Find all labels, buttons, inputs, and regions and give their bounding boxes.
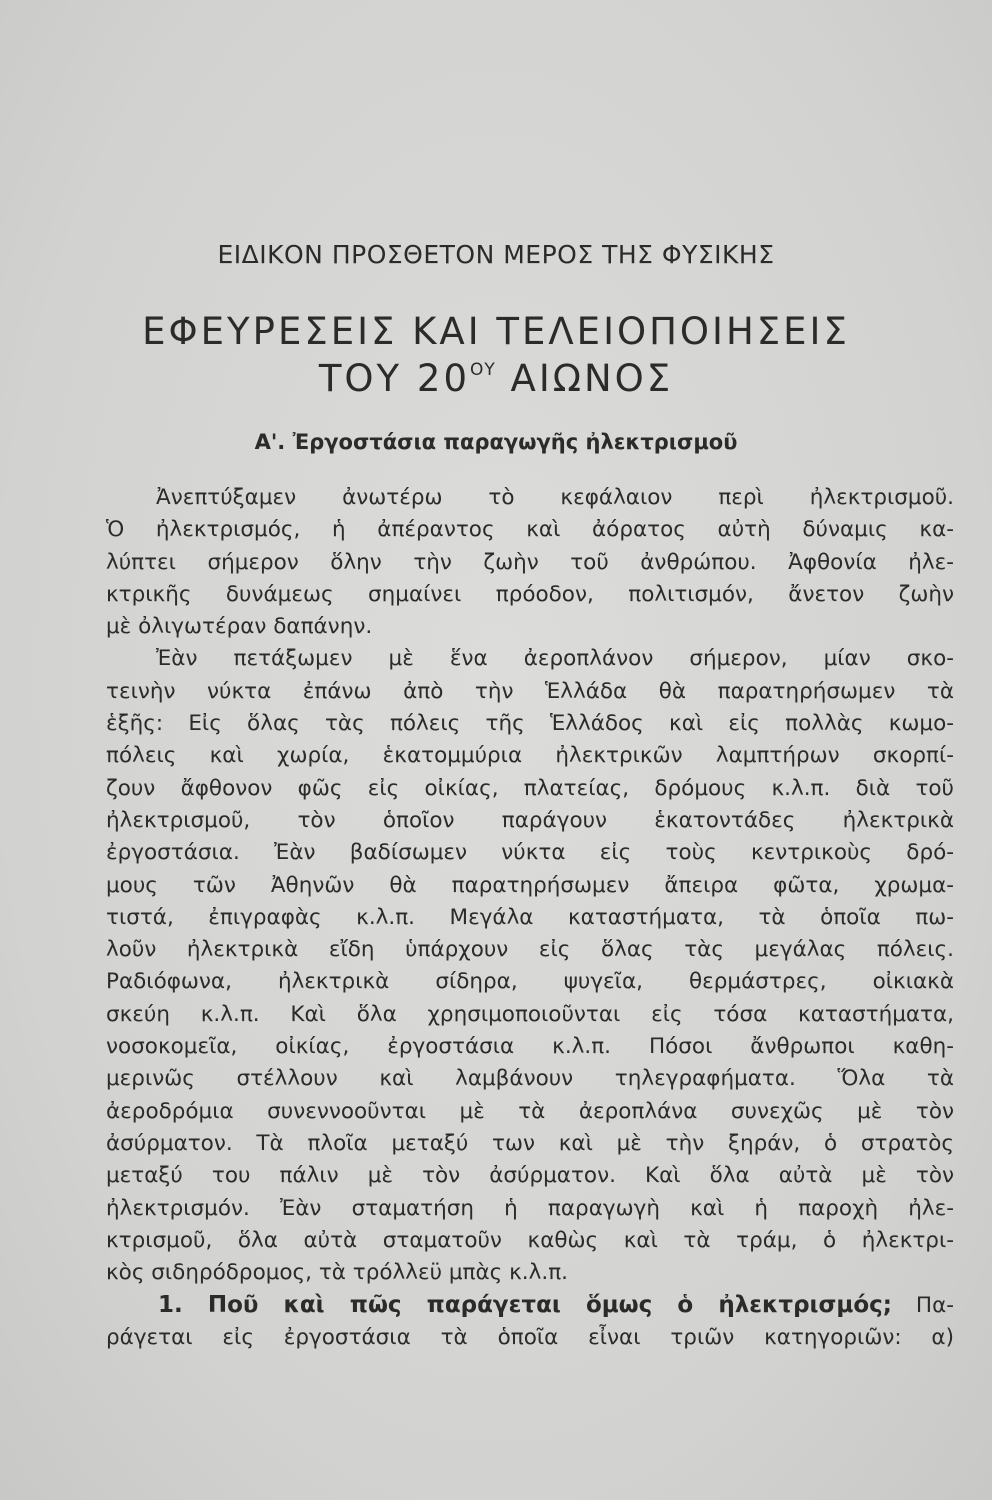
chapter-header: ΕΙΔΙΚΟΝ ΠΡΟΣΘΕΤΟΝ ΜΕΡΟΣ ΤΗΣ ΦΥΣΙΚΗΣ <box>217 240 775 269</box>
text-line: ἠλεκτρισμόν. Ἐὰν σταματήση ἡ παραγωγὴ καὶ ἡ παροχὴ ἠλε- <box>106 1195 954 1221</box>
text-line: ἑξῆς: Εἰς ὅλας τὰς πόλεις τῆς Ἑλλάδος καὶ εἰς πολλὰς κωμο- <box>106 711 954 737</box>
text-line: λύπτει σήμερον ὅλην τὴν ζωὴν τοῦ ἀνθρώπου. Ἀφθονία ἠλε- <box>106 549 954 575</box>
text-line: σκεύη κ.λ.π. Καὶ ὅλα χρησιμοποιοῦνται εἰς τόσα καταστήματα, <box>106 1001 954 1027</box>
numbered-question-rest: Πα- <box>891 1293 954 1319</box>
text-line: ζουν ἄφθονον φῶς εἰς οἰκίας, πλατείας, δρόμους κ.λ.π. διὰ τοῦ <box>106 775 954 801</box>
title-line-2-pre: ΤΟΥ 20 <box>318 357 470 400</box>
numbered-question: 1. Ποῦ καὶ πῶς παράγεται ὅμως ὁ ἠλεκτρισμός; <box>158 1292 892 1319</box>
text-line: ἀσύρματον. Τὰ πλοῖα μεταξύ των καὶ μὲ τὴν ξηράν, ὁ στρατὸς <box>106 1130 954 1156</box>
text-line: ράγεται εἰς ἐργοστάσια τὰ ὁποῖα εἶναι τριῶν κατηγοριῶν: α) <box>106 1324 954 1350</box>
numbered-paragraph-start <box>106 1289 954 1321</box>
text-line: ἐργοστάσια. Ἐὰν βαδίσωμεν νύκτα εἰς τοὺς κεντρικοὺς δρό- <box>106 840 954 866</box>
text-line: νοσοκομεῖα, οἰκίας, ἐργοστάσια κ.λ.π. Πόσοι ἄνθρωποι καθη- <box>106 1034 954 1060</box>
text-line: μερινῶς στέλλουν καὶ λαμβάνουν τηλεγραφήματα. Ὅλα τὰ <box>106 1066 954 1092</box>
title-line-1: ΕΦΕΥΡΕΣΕΙΣ ΚΑΙ ΤΕΛΕΙΟΠΟΙΗΣΕΙΣ <box>142 310 850 353</box>
text-line: κτρικῆς δυνάμεως σημαίνει πρόοδον, πολιτισμόν, ἄνετον ζωὴν <box>106 581 954 607</box>
text-line: Ἀνεπτύξαμεν ἀνωτέρω τὸ κεφάλαιον περὶ ἠλεκτρισμοῦ. <box>156 485 954 510</box>
title-line-2 <box>0 357 992 400</box>
text-line: λοῦν ἠλεκτρικὰ εἴδη ὑπάρχουν εἰς ὅλας τὰς μεγάλας πόλεις. <box>106 937 954 963</box>
text-line: ἀεροδρόμια συνεννοοῦνται μὲ τὰ ἀεροπλάνα συνεχῶς μὲ τὸν <box>106 1098 954 1124</box>
text-line: μὲ ὀλιγωτέραν δαπάνην. <box>106 614 373 640</box>
text-line: Ραδιόφωνα, ἠλεκτρικὰ σίδηρα, ψυγεῖα, θερμάστρες, οἰκιακὰ <box>106 969 954 995</box>
text-line: κτρισμοῦ, ὅλα αὐτὰ σταματοῦν καθὼς καὶ τὰ τράμ, ὁ ἠλεκτρι- <box>106 1227 954 1253</box>
text-line: πόλεις καὶ χωρία, ἑκατομμύρια ἠλεκτρικῶν λαμπτήρων σκορπί- <box>106 743 954 769</box>
section-heading: Α'. Ἐργοστάσια παραγωγῆς ἠλεκτρισμοῦ <box>254 430 738 454</box>
text-line: ἠλεκτρισμοῦ, τὸν ὁποῖον παράγουν ἑκατοντάδες ἠλεκτρικὰ <box>106 807 954 833</box>
body-text <box>106 482 954 1354</box>
text-line: Ὁ ἠλεκτρισμός, ἡ ἀπέραντος καὶ ἀόρατος αὐτὴ δύναμις κα- <box>106 517 954 543</box>
text-line: μους τῶν Ἀθηνῶν θὰ παρατηρήσωμεν ἄπειρα φῶτα, χρωμα- <box>106 872 954 898</box>
text-line: τεινὴν νύκτα ἐπάνω ἀπὸ τὴν Ἑλλάδα θὰ παρατηρήσωμεν τὰ <box>106 678 954 704</box>
text-line: τιστά, ἐπιγραφὰς κ.λ.π. Μεγάλα καταστήματα, τὰ ὁποῖα πω- <box>106 904 954 930</box>
text-line: μεταξύ του πάλιν μὲ τὸν ἀσύρματον. Καὶ ὅλα αὐτὰ μὲ τὸν <box>106 1163 954 1189</box>
title-line-2-post: ΑΙΩΝΟΣ <box>495 357 674 400</box>
text-line: Ἐὰν πετάξωμεν μὲ ἕνα ἀεροπλάνον σήμερον, μίαν σκο- <box>156 646 954 672</box>
title-superscript: ΟΥ <box>469 360 496 380</box>
text-line: κὸς σιδηρόδρομος, τὰ τρόλλεϋ μπὰς κ.λ.π. <box>106 1260 568 1286</box>
